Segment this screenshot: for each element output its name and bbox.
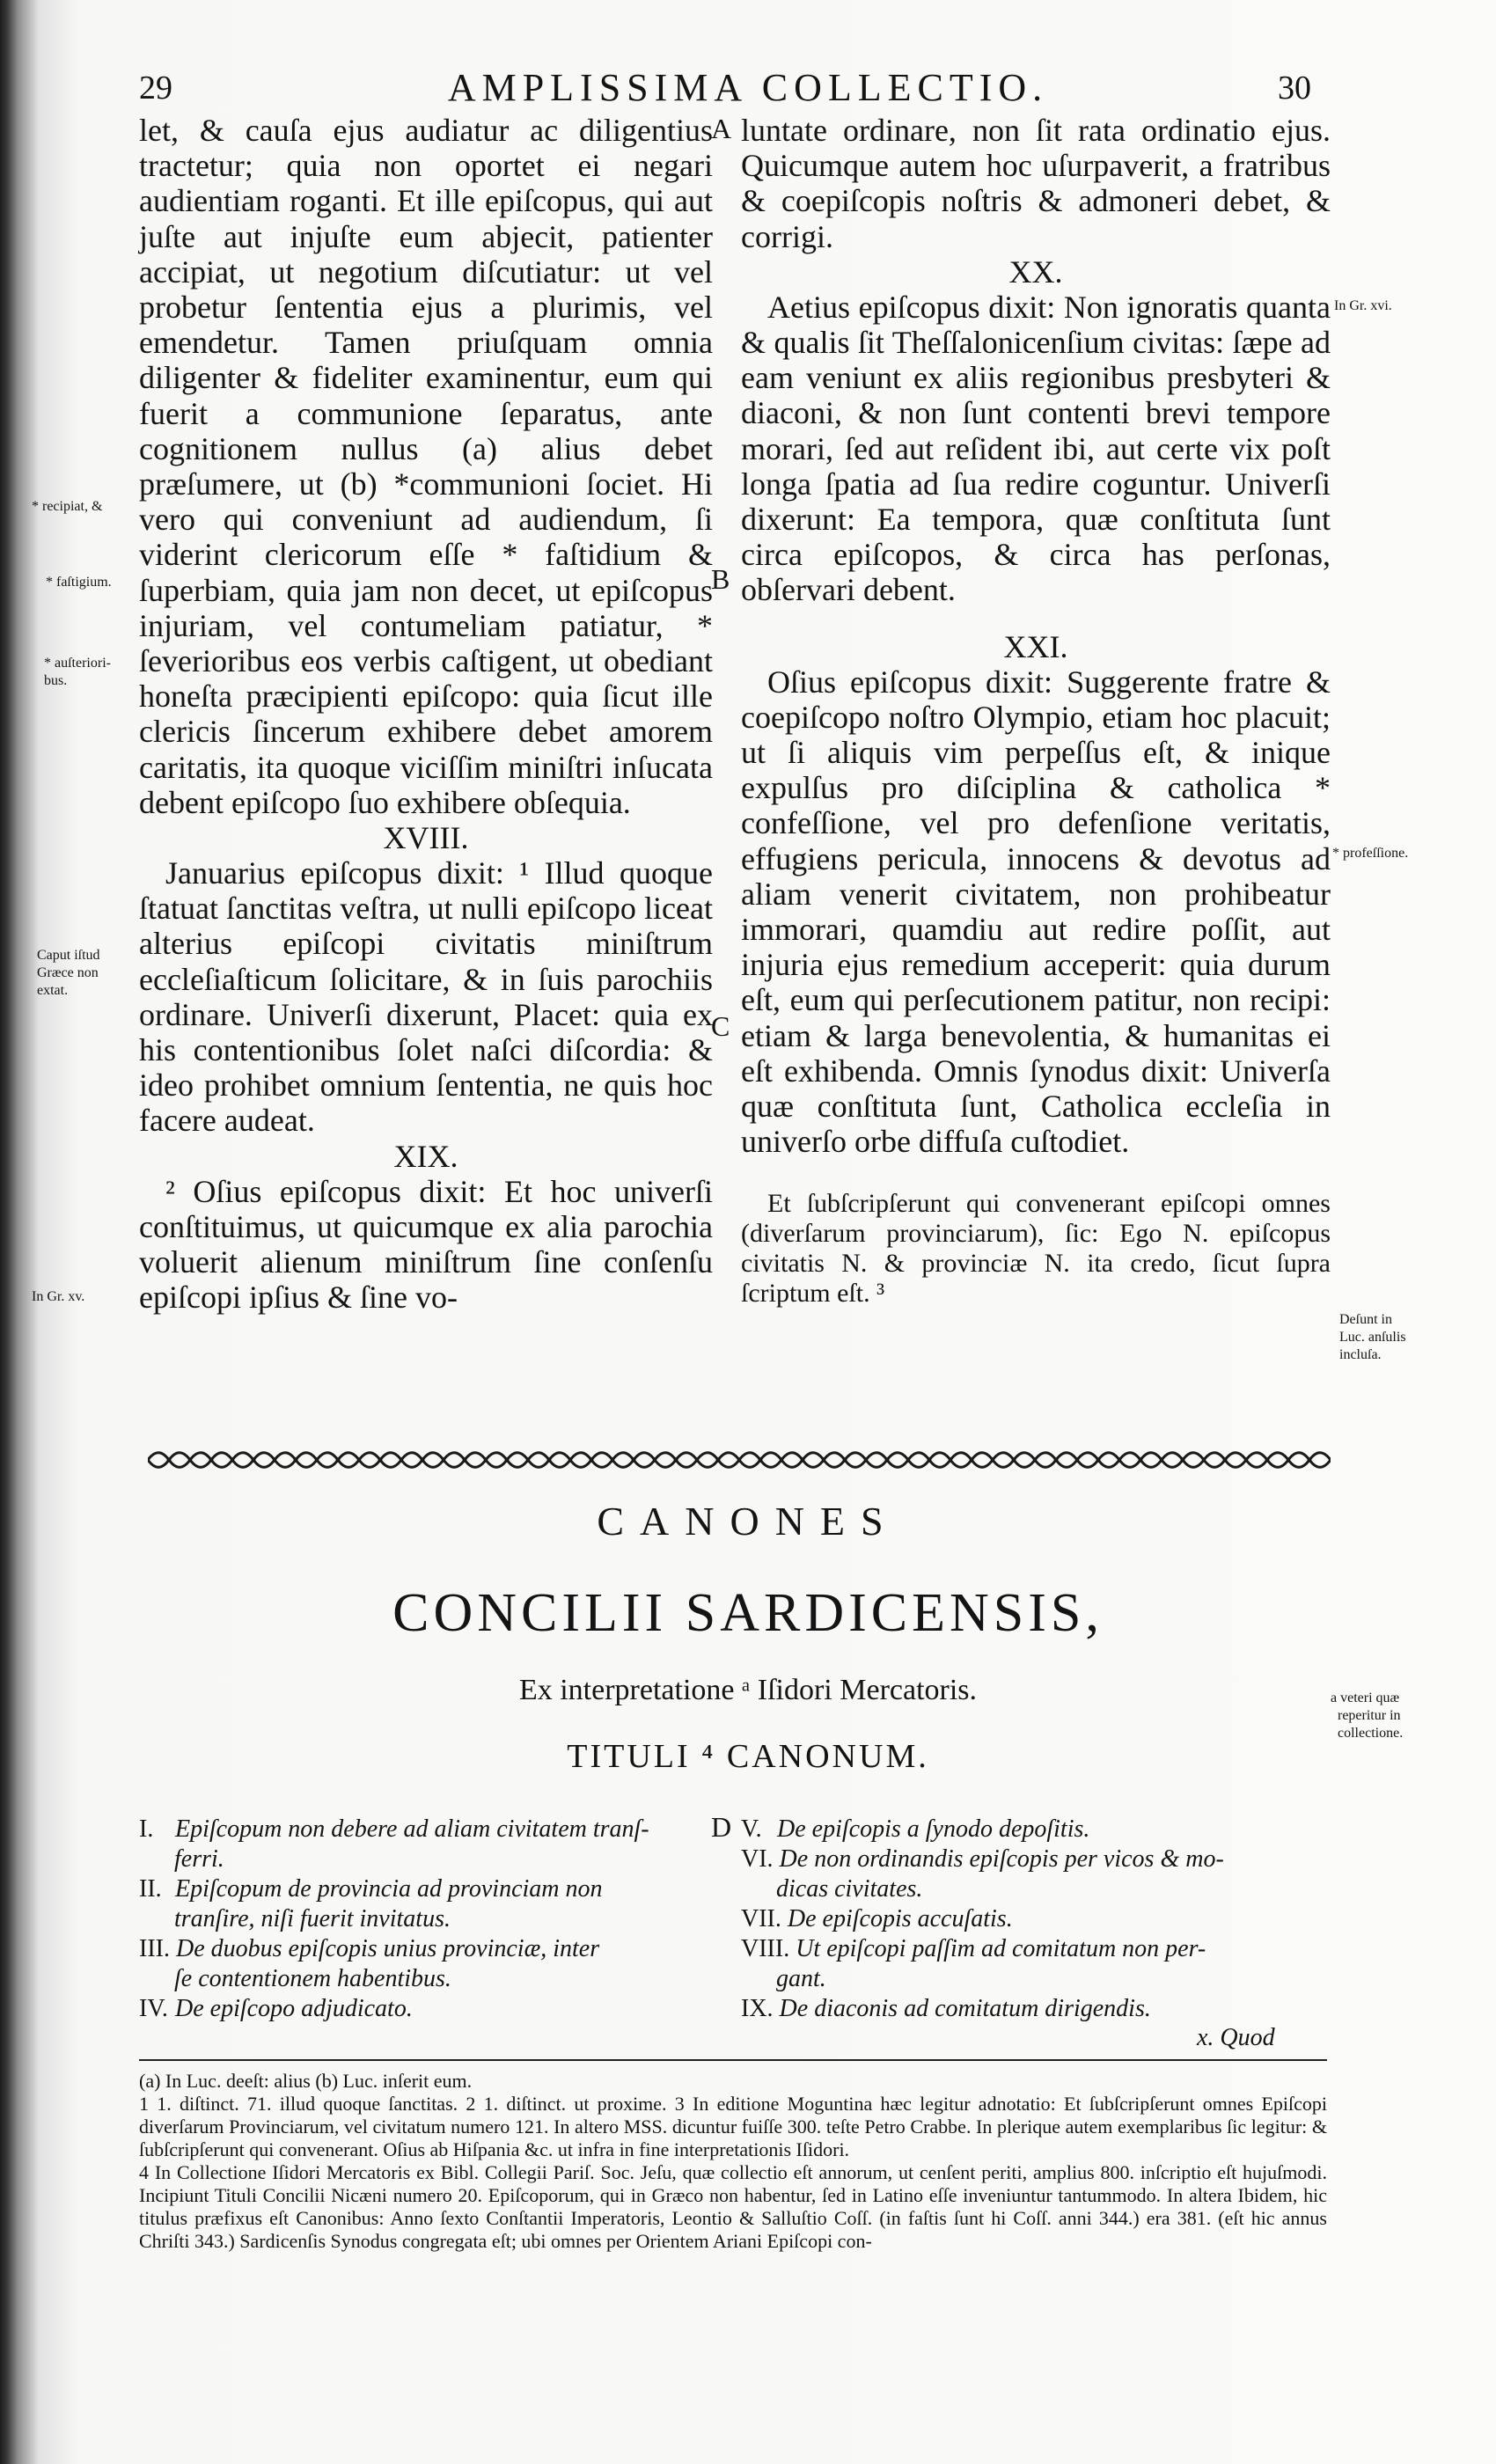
margin-note: Græce non: [37, 965, 99, 980]
chapter-heading-xx: XX.: [1008, 253, 1063, 290]
footnote: (a) In Luc. deeſt: alius (b) Luc. inſerit eum.: [139, 2070, 473, 2092]
toc-item: VII. De epiſcopis accuſatis.: [741, 1905, 1013, 1932]
chapter-heading-xxi: XXI.: [1003, 628, 1068, 664]
page-number-right: 30: [1278, 70, 1311, 106]
margin-note: * auſteriori-: [44, 656, 111, 671]
paragraph: luntate ordinare, non ſit rata ordinatio ejus. Quicumque autem hoc uſurpaverit, a fratribus & coepiſcopis noſtris & admoneri debet, & corrigi.: [741, 113, 1331, 254]
margin-note: extat.: [37, 983, 69, 998]
section-letter-d: D: [711, 1811, 732, 1843]
chapter-heading-xix: XIX.: [393, 1138, 458, 1174]
footnote: 4 In Collectione Iſidori Mercatoris ex Bibl. Collegii Pariſ. Soc. Jeſu, quæ collectio eſt annorum, ut cenſent periti, amplius 800. inſcriptio eſt hujuſmodi. Incipiunt Tituli Concilii Nicæni numero 20. Epiſcoporum, qui in Græco non habentur, ſed in Latino eſſe inveniuntur tantummodo. In altera Ibidem, hic titulus præfixus eſt Canonibus: Anno ſexto Conſtantii Imperatoris, Leontio & Salluſtio Coſſ. (in faſtis ſunt hi Coſſ. anni 344.) era 381. (eſt hic annus Chriſti 343.) Sardicenſis Synodus congregata eſt; ubi omnes per Orientem Ariani Epiſcopi con-: [139, 2161, 1327, 2252]
tituli-heading: TITULI ⁴ CANONUM.: [567, 1738, 929, 1775]
footnote: 1 1. diſtinct. 71. illud quoque ſanctitas. 2 1. diſtinct. ut proxime. 3 In editione Moguntina hæc legitur adnotatio: Et ſubſcripſerunt omnes Epiſcopi diverſarum Provinciarum, vel civitatum numero 121. In altero MSS. dicuntur fuiſſe 300. teſte Petro Crabbe. In plerique autem exemplaribus ſic legitur: & ſubſcripſerunt qui convenerant. Oſius ab Hiſpania &c. ut infra in fine interpretationis Iſidori.: [139, 2093, 1327, 2160]
margin-note: In Gr. xv.: [32, 1289, 85, 1304]
toc-left: [139, 1815, 711, 2024]
chapter-heading-xviii: XVIII.: [383, 820, 469, 856]
toc-item: IV. De epiſcopo adjudicato.: [139, 1995, 413, 2022]
toc-item: II. Epiſcopum de provincia ad provinciam non tranſire, niſi fuerit invitatus.: [139, 1875, 603, 1932]
right-column: [741, 113, 1331, 1309]
toc-item: VIII. Ut epiſcopi paſſim ad comitatum non per- gant.: [741, 1935, 1206, 1992]
title-concilii: CONCILII SARDICENSIS,: [392, 1583, 1104, 1643]
margin-note: Caput iſtud: [37, 948, 100, 963]
subscription-paragraph: Et ſubſcripſerunt qui convenerant epiſcopi omnes (diverſarum provinciarum), ſic: Ego N. epiſcopus civitatis N. & provinciæ N. ita credo, ſicut ſupra ſcriptum eſt. ³: [741, 1189, 1331, 1309]
footnotes: [139, 2070, 1327, 2253]
paragraph: let, & cauſa ejus audiatur ac diligentius tractetur; quia non oportet ei negari audientiam roganti. Et ille epiſcopus, qui aut juſte aut injuſte eum abjecit, patienter accipiat, ut negotium diſcutiatur: ut vel probetur ſententia ejus a plurimis, vel emendetur. Tamen priuſquam omnia diligenter & fideliter examinentur, eum qui fuerit a communione ſeparatus, ante cognitionem nullus (a) alius debet præſumere, ut (b) *communioni ſociet. Hi vero qui conveniunt ad audiendum, ſi viderint clericorum eſſe * faſtidium & ſuperbiam, quia jam non decet, ut epiſcopus injuriam, vel contumeliam patiatur, * ſeverioribus eos verbis caſtigent, ut obediant honeſta præcipienti epiſcopo: quia ſicut ille clericis ſincerum exhibere debet amorem caritatis, ita quoque viciſſim miniſtri inſucata debent epiſcopo ſuo exhibere obſequia.: [139, 113, 713, 820]
section-letter-a: A: [711, 113, 732, 144]
running-title: AMPLISSIMA COLLECTIO.: [447, 66, 1049, 109]
margin-note: collectione.: [1338, 1726, 1404, 1741]
margin-note: * faſtigium.: [46, 575, 112, 590]
margin-note: incluſa.: [1339, 1347, 1382, 1362]
margin-note: a veteri quæ: [1331, 1690, 1400, 1705]
toc-item: I. Epiſcopum non debere ad aliam civitatem tranſ- ferri.: [139, 1815, 649, 1873]
section-letter-b: B: [711, 563, 730, 595]
margin-note: reperitur in: [1338, 1708, 1401, 1723]
page-number-left: 29: [139, 70, 172, 106]
toc-item: V. De epiſcopis a ſynodo depoſitis.: [741, 1815, 1090, 1843]
section-letter-c: C: [711, 1010, 730, 1042]
margin-note: * recipiat, &: [32, 499, 103, 514]
margin-note: Luc. anſulis: [1339, 1330, 1406, 1345]
margin-note: Deſunt in: [1339, 1312, 1392, 1327]
toc-right: [741, 1815, 1322, 2024]
toc-item: VI. De non ordinandis epiſcopis per vicos & mo- dicas civitates.: [741, 1845, 1224, 1903]
toc-item: IX. De diaconis ad comitatum dirigendis.: [741, 1995, 1151, 2022]
margin-note: bus.: [44, 673, 68, 688]
ornament-border: [148, 1450, 1331, 1470]
left-column: [139, 113, 713, 1316]
margin-note: * profeſſione.: [1332, 846, 1409, 861]
paragraph: Januarius epiſcopus dixit: ¹ Illud quoque ſtatuat ſanctitas veſtra, ut nulli epiſcopo liceat alterius epiſcopi civitatis miniſtrum eccleſiaſticum ſolicitare, & in ſuis parochiis ordinare. Univerſi dixerunt, Placet: quia ex his contentionibus ſolet naſci diſcordia: & ideo prohibet omnium ſententia, ne quis hoc facere audeat.: [139, 855, 713, 1139]
toc-item: III. De duobus epiſcopis unius provinciæ, inter ſe contentionem habentibus.: [139, 1935, 600, 1992]
catchword: x. Quod: [1197, 2024, 1275, 2051]
title-canones: CANONES: [597, 1499, 899, 1544]
footnote-rule: [139, 2059, 1327, 2061]
subtitle: Ex interpretatione ᵃ Iſidori Mercatoris.: [518, 1674, 978, 1706]
paragraph: ² Oſius epiſcopus dixit: Et hoc univerſi conſtituimus, ut quicumque ex alia parochia voluerit alienum miniſtrum ſine conſenſu epiſcopi ipſius & ſine vo-: [139, 1173, 713, 1316]
margin-note: In Gr. xvi.: [1334, 298, 1392, 313]
paragraph: Aetius epiſcopus dixit: Non ignoratis quanta & qualis ſit Theſſalonicenſium civitas: ſæpe ad eam veniunt ex aliis regionibus presbyteri & diaconi, & non ſunt contenti brevi tempore morari, ſed aut reſident ibi, aut certe vix poſt longa ſpatia ad ſua redire coguntur. Univerſi dixerunt: Ea tempora, quæ conſtituta ſunt circa epiſcopos, & circa has perſonas, obſervari debent.: [741, 289, 1331, 608]
paragraph: Oſius epiſcopus dixit: Suggerente fratre & coepiſcopo noſtro Olympio, etiam hoc placuit; ut ſi aliquis vim perpeſſus eſt, & inique expulſus pro diſciplina & catholica * confeſſione, vel pro defenſione veritatis, effugiens pericula, innocens & devotus ad aliam venerit civitatem, non prohibeatur immorari, quamdiu aut redire poſſit, aut injuria ejus remedium acceperit: quia durum eſt, eum qui perſecutionem patitur, non recipi: etiam & larga benevolentia, & humanitas ei eſt exhibenda. Omnis ſynodus dixit: Univerſa quæ conſtituta ſunt, Catholica eccleſia in univerſo orbe diffuſa cuſtodiet.: [741, 664, 1331, 1160]
